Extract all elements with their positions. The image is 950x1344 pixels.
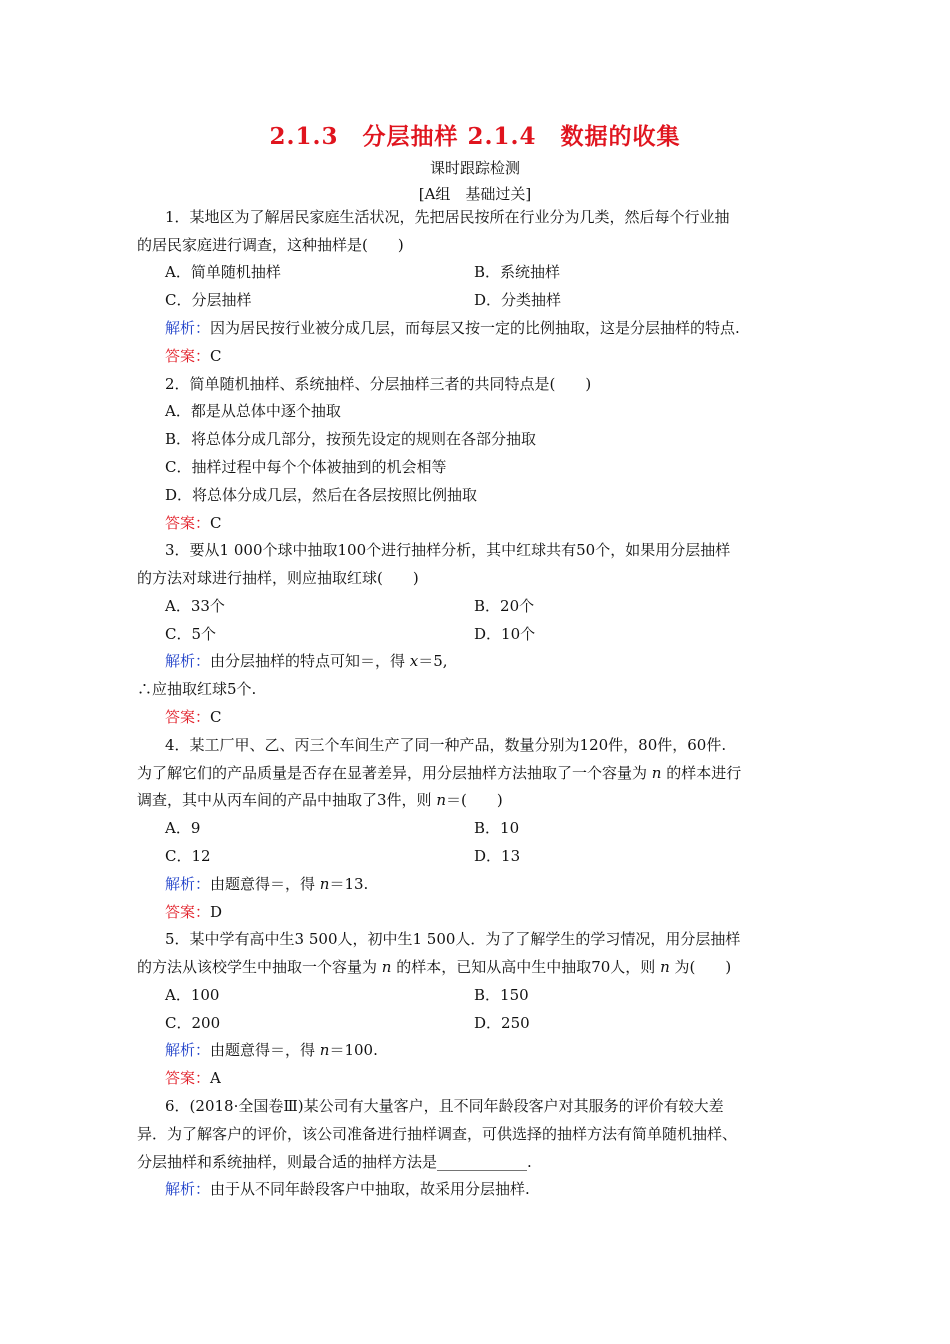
q4-line2-text: 为了解它们的产品质量是否存在显著差异，用分层抽样方法抽取了一个容量为 — [137, 764, 652, 782]
q5-stem-line2 — [137, 957, 817, 977]
q4-line2-tail: 的样本进行 — [661, 764, 742, 782]
q3-option-d: D．10个 — [474, 625, 536, 643]
q2-option-a: A．都是从总体中逐个抽取 — [165, 402, 341, 420]
q4-line2-variable: n — [651, 764, 662, 782]
q5-line2-tail: 为( ) — [669, 958, 732, 976]
q4-analysis-result: ＝13. — [329, 875, 369, 893]
q5-option-a: A．100 — [165, 986, 220, 1004]
group-heading: [A组 基础过关] — [418, 185, 532, 203]
q3-option-a: A．33个 — [165, 597, 225, 615]
q3-answer — [165, 707, 845, 727]
q5-answer — [165, 1068, 845, 1088]
q4-option-c: C．12 — [165, 847, 211, 865]
q2-option-b: B．将总体分成几部分，按预先设定的规则在各部分抽取 — [165, 430, 537, 448]
q5-line2-text: 的方法从该校学生中抽取一个容量为 — [137, 958, 382, 976]
q1-analysis-text: 因为居民按行业被分成几层，而每层又按一定的比例抽取，这是分层抽样的特点. — [210, 319, 740, 337]
q4-analysis-variable: n — [319, 875, 330, 893]
q4-answer-value: D — [210, 903, 223, 921]
q5-analysis — [165, 1040, 845, 1060]
q2-option-c: C．抽样过程中每个个体被抽到的机会相等 — [165, 458, 447, 476]
q1-stem-line2: 的居民家庭进行调查，这种抽样是( ) — [137, 236, 404, 254]
q3-analysis-variable: x — [409, 652, 419, 670]
q3-analysis-result: ＝5, — [418, 652, 448, 670]
q1-answer-value: C — [210, 347, 222, 365]
q3-analysis-conclusion: ∴应抽取红球5个. — [137, 680, 257, 698]
answer-label: 答案： — [165, 1069, 211, 1087]
analysis-label: 解析： — [165, 319, 211, 337]
q4-analysis — [165, 874, 845, 894]
q5-line2-variable-2: n — [660, 958, 670, 976]
answer-label: 答案： — [165, 514, 211, 532]
q3-stem-line1: 3．要从1 000个球中抽取100个进行抽样分析，其中红球共有50个，如果用分层抽样 — [165, 541, 731, 559]
analysis-label: 解析： — [165, 652, 211, 670]
analysis-label: 解析： — [165, 1041, 211, 1059]
q4-analysis-text: 由题意得＝，得 — [210, 875, 320, 893]
q1-stem-line1: 1．某地区为了解居民家庭生活状况，先把居民按所在行业分为几类，然后每个行业抽 — [165, 208, 730, 226]
q4-stem-line2 — [137, 763, 817, 783]
q5-analysis-text: 由题意得＝，得 — [210, 1041, 320, 1059]
answer-label: 答案： — [165, 708, 211, 726]
q5-answer-value: A — [210, 1069, 221, 1087]
q1-option-b: B．系统抽样 — [474, 263, 561, 281]
q4-answer — [165, 902, 845, 922]
q4-line3-tail: ＝( ) — [446, 791, 503, 809]
q1-option-d: D．分类抽样 — [474, 291, 562, 309]
q6-stem-line2: 异．为了解客户的评价，该公司准备进行抽样调查，可供选择的抽样方法有简单随机抽样、 — [137, 1125, 738, 1143]
q3-option-b: B．20个 — [474, 597, 535, 615]
q3-stem-line2: 的方法对球进行抽样，则应抽取红球( ) — [137, 569, 419, 587]
q6-analysis-text: 由于从不同年龄段客户中抽取，故采用分层抽样. — [210, 1180, 530, 1198]
page-title: 2.1.3 分层抽样 2.1.4 数据的收集 — [269, 123, 681, 150]
q1-option-a: A．简单随机抽样 — [165, 263, 281, 281]
q5-option-c: C．200 — [165, 1014, 221, 1032]
q4-line3-text: 调查，其中从丙车间的产品中抽取了3件，则 — [137, 791, 437, 809]
q3-answer-value: C — [210, 708, 222, 726]
q6-analysis — [165, 1179, 845, 1199]
q5-line2-variable: n — [381, 958, 392, 976]
q4-line3-variable: n — [436, 791, 446, 809]
q6-stem-line1: 6．(2018·全国卷Ⅲ)某公司有大量客户，且不同年龄段客户对其服务的评价有较大差 — [165, 1097, 724, 1115]
q5-analysis-variable: n — [319, 1041, 330, 1059]
q5-analysis-result: ＝100. — [329, 1041, 378, 1059]
q4-option-d: D．13 — [474, 847, 521, 865]
q6-stem-line3: 分层抽样和系统抽样，则最合适的抽样方法是____________. — [137, 1153, 532, 1171]
q2-answer-value: C — [210, 514, 222, 532]
q5-stem-line1: 5．某中学有高中生3 500人，初中生1 500人．为了了解学生的学习情况，用分层抽样 — [165, 930, 741, 948]
answer-label: 答案： — [165, 903, 211, 921]
analysis-label: 解析： — [165, 875, 211, 893]
q3-analysis — [165, 651, 845, 671]
q4-stem-line3 — [137, 790, 817, 810]
q3-option-c: C．5个 — [165, 625, 217, 643]
q1-option-c: C．分层抽样 — [165, 291, 252, 309]
q4-option-a: A．9 — [165, 819, 201, 837]
q1-answer — [165, 346, 845, 366]
analysis-label: 解析： — [165, 1180, 211, 1198]
q5-line2-middle: 的样本，已知从高中生中抽取70人，则 — [391, 958, 661, 976]
q2-stem-line1: 2．简单随机抽样、系统抽样、分层抽样三者的共同特点是( ) — [165, 375, 592, 393]
q5-option-d: D．250 — [474, 1014, 530, 1032]
q1-analysis — [165, 318, 845, 338]
q2-option-d: D．将总体分成几层，然后在各层按照比例抽取 — [165, 486, 478, 504]
q2-answer — [165, 513, 845, 533]
page-subtitle: 课时跟踪检测 — [429, 159, 520, 177]
answer-label: 答案： — [165, 347, 211, 365]
q4-option-b: B．10 — [474, 819, 520, 837]
q3-analysis-text: 由分层抽样的特点可知＝，得 — [210, 652, 410, 670]
q4-stem-line1: 4．某工厂甲、乙、丙三个车间生产了同一种产品，数量分别为120件，80件，60件. — [165, 736, 727, 754]
q5-option-b: B．150 — [474, 986, 529, 1004]
